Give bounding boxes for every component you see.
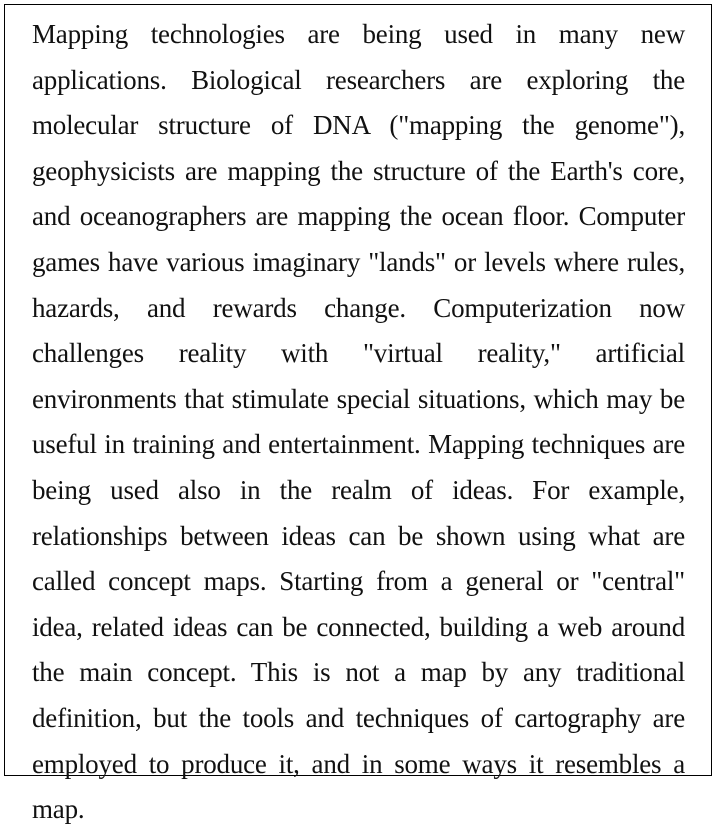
passage-text: Mapping technologies are being used in many new applications. Biological researchers are exploring the molecular structure of DNA ("mapping the genome"), geophysicists are mapping the structure of the Earth's core, and oceanographers are mapping the ocean floor. Computer games have various imaginary "lands" or levels where rules, hazards, and rewards change. Computerization now challenges reality with "virtual reality," artificial environments that stimulate special situations, which may be useful in training and entertainment. Mapping techniques are being used also in the realm of ideas. For example, relationships between ideas can be shown using what are called concept maps. Starting from a general or "central" idea, related ideas can be connected, building a web around the main concept. This is not a map by any traditional definition, but the tools and techniques of cartography are employed to produce it, and in some ways it resembles a map. (32, 19, 685, 825)
passage-box (4, 4, 712, 825)
